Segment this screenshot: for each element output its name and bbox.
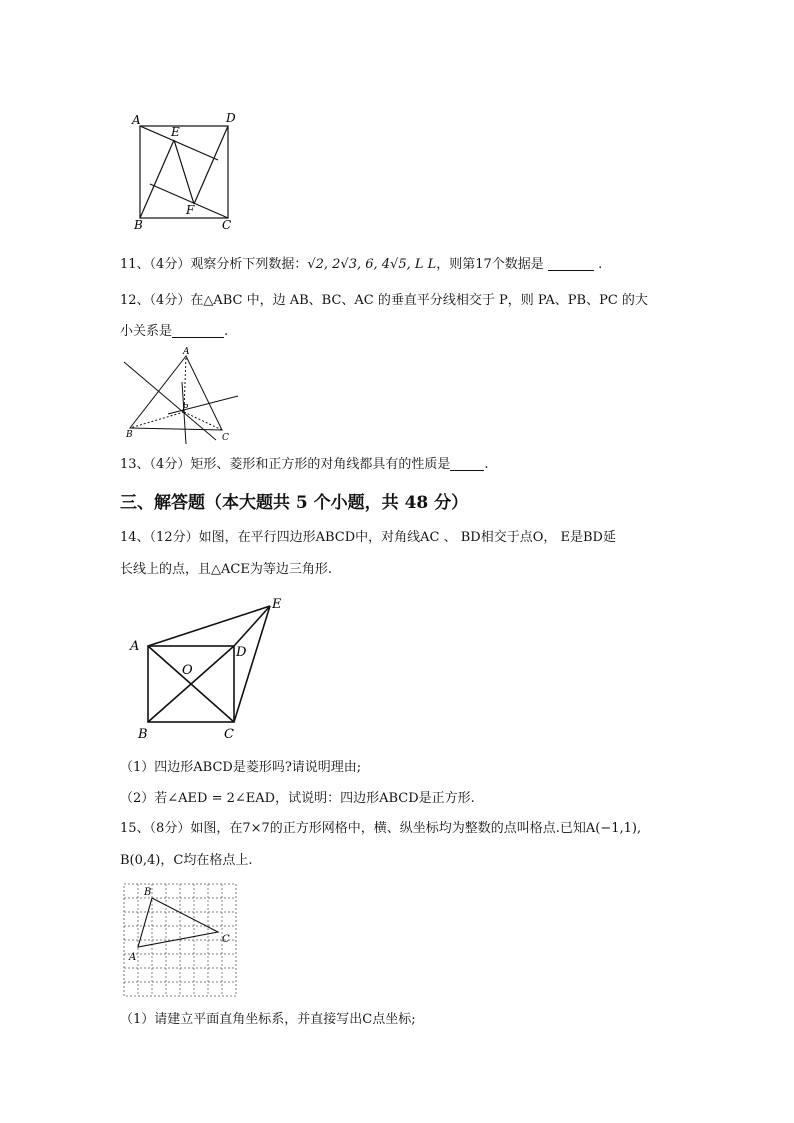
q12-text-2: 小关系是 xyxy=(120,324,173,339)
label-c: C xyxy=(222,218,232,232)
label-b: B xyxy=(134,218,143,232)
figure-triangle-abc xyxy=(118,344,246,444)
segment-ef xyxy=(174,140,194,204)
q11-answer-blank[interactable] xyxy=(548,257,594,271)
q13-answer-blank[interactable] xyxy=(450,457,484,471)
question-11 xyxy=(120,256,602,274)
label-b: B xyxy=(144,887,152,898)
question-14-line2 xyxy=(120,561,332,579)
label-o: O xyxy=(182,663,193,678)
question-12-line1 xyxy=(120,292,648,310)
figure-grid-triangle xyxy=(120,880,238,998)
q12-text-1: 12、（4分）在△ABC 中，边 AB、BC、AC 的垂直平分线相交于 P，则 PA、PB、PC 的大 xyxy=(120,293,648,308)
q14-text-1: 14、（12分）如图，在平行四边形ABCD中，对角线AC 、 BD相交于点O， E是BD延 xyxy=(120,530,616,545)
q13-text: 13、（4分）矩形、菱形和正方形的对角线都具有的性质是 xyxy=(120,457,451,472)
segment-ce xyxy=(234,606,270,722)
label-c: C xyxy=(222,433,229,443)
label-b: B xyxy=(126,430,133,440)
q15-text-1: 15、（8分）如图，在7×7的正方形网格中，横、纵坐标均为整数的点叫格点.已知A(−1,1), xyxy=(120,821,642,836)
question-15-part1 xyxy=(120,1011,416,1029)
segment-df xyxy=(194,126,228,204)
label-a: A xyxy=(129,952,137,963)
question-14-line1 xyxy=(120,529,616,547)
triangle-abc xyxy=(130,356,222,430)
q11-middle: ，则第17个数据是 xyxy=(436,257,544,272)
label-c: C xyxy=(222,934,230,945)
figure-parallelogram-abcd xyxy=(124,594,294,744)
q14-part1-text: （1）四边形ABCD是菱形吗?请说明理由; xyxy=(120,760,362,775)
label-a: A xyxy=(130,639,140,654)
figure-square-abcd xyxy=(130,108,250,233)
q14-part2-text: （2）若∠AED = 2∠EAD，试说明：四边形ABCD是正方形. xyxy=(120,791,475,806)
q12-answer-blank[interactable] xyxy=(172,324,224,338)
segment-be xyxy=(140,140,174,218)
question-12-line2 xyxy=(120,323,228,341)
label-e: E xyxy=(171,125,180,139)
label-e: E xyxy=(272,597,282,612)
segment-pc xyxy=(184,412,222,430)
section-3-heading xyxy=(120,488,468,513)
label-f: F xyxy=(186,203,195,217)
bisector-ac xyxy=(168,396,238,414)
question-15-line1 xyxy=(120,820,641,838)
label-a: A xyxy=(132,113,141,127)
q14-text-2: 长线上的点，且△ACE为等边三角形. xyxy=(120,562,332,577)
q12-end: . xyxy=(224,324,229,339)
question-14-part1 xyxy=(120,759,361,777)
grid-lines xyxy=(124,884,236,996)
q11-prefix: 11、（4分）观察分析下列数据： xyxy=(120,257,308,272)
q15-part1-text: （1）请建立平面直角坐标系，并直接写出C点坐标; xyxy=(120,1012,416,1027)
label-d: D xyxy=(236,645,247,660)
question-15-line2 xyxy=(120,852,252,870)
question-13 xyxy=(120,456,488,474)
segment-pb xyxy=(130,412,184,428)
label-d: D xyxy=(226,111,236,125)
section-3-title: 三、解答题（本大题共 5 个小题，共 48 分） xyxy=(120,493,469,513)
label-p: P xyxy=(182,404,189,414)
q11-sequence: √2, 2√3, 6, 4√5, L L xyxy=(307,257,437,272)
label-b: B xyxy=(138,727,148,742)
q11-end: . xyxy=(598,257,603,272)
label-a: A xyxy=(183,347,190,357)
q15-text-2: B(0,4)，C均在格点上. xyxy=(120,853,253,868)
label-c: C xyxy=(224,727,234,742)
q13-end: . xyxy=(484,457,489,472)
question-14-part2 xyxy=(120,790,475,808)
